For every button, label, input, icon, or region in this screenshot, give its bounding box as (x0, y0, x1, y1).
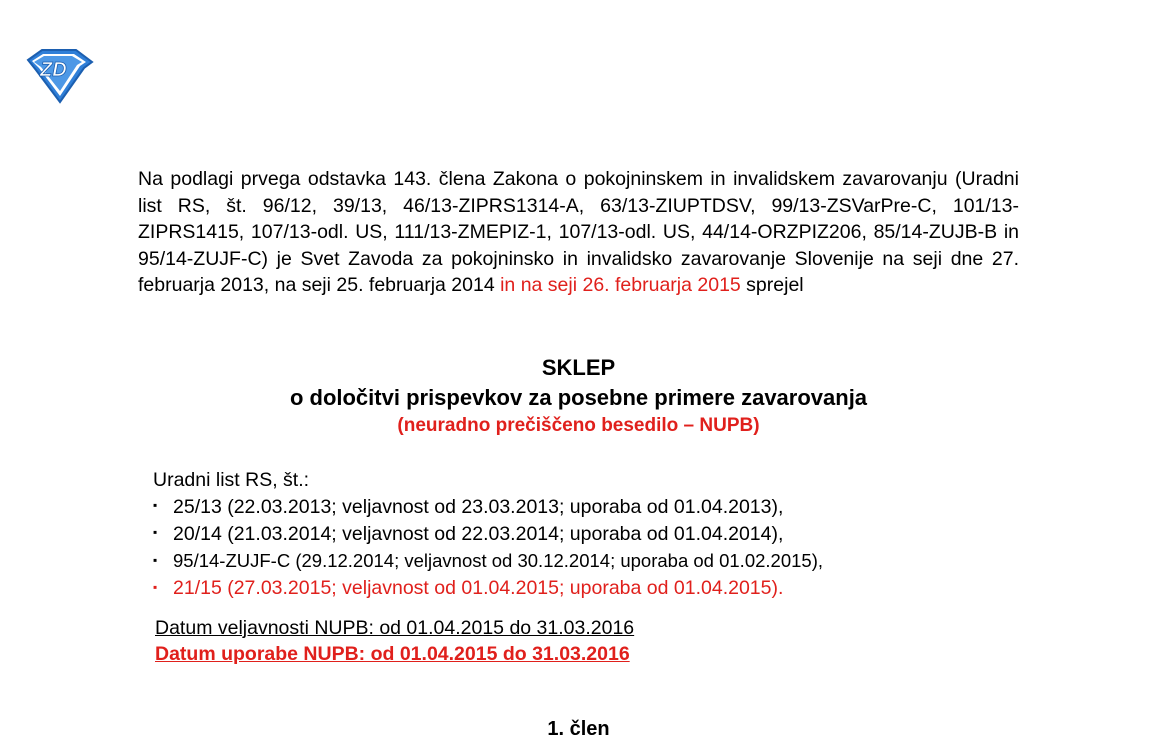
intro-paragraph (138, 166, 1019, 299)
gazette-references (153, 467, 823, 602)
gazette-list (153, 494, 823, 603)
document-title-block (138, 353, 1019, 439)
gazette-item-text: 21/15 (27.03.2015; veljavnost od 01.04.2015; uporaba od 01.04.2015). (173, 577, 784, 600)
svg-text:ZD: ZD (40, 59, 67, 81)
intro-text-end: sprejel (740, 274, 804, 296)
gazette-list-item (153, 575, 823, 602)
gazette-list-item (153, 494, 823, 521)
validity-date-line: Datum veljavnosti NUPB: od 01.04.2015 do 31.03.2016 (155, 617, 635, 639)
gazette-item-text: 20/14 (21.03.2014; veljavnost od 22.03.2014; uporaba od 01.04.2014), (173, 522, 784, 545)
zpiz-shield-logo-icon (22, 46, 96, 104)
gazette-heading: Uradni list RS, št.: (153, 469, 310, 491)
bullet-icon: ▪ (153, 498, 158, 513)
validity-dates (155, 615, 634, 667)
gazette-list-item (153, 548, 823, 575)
document-subtitle: o določitvi prispevkov za posebne primere zavarovanja (289, 385, 868, 410)
intro-text-amendment: in na seji 26. februarja 2015 (500, 274, 741, 296)
bullet-icon: ▪ (153, 525, 158, 540)
article-heading: 1. člen (547, 718, 610, 740)
gazette-item-text: 25/13 (22.03.2013; veljavnost od 23.03.2013; uporaba od 01.04.2013), (173, 495, 784, 518)
gazette-list-item (153, 521, 823, 548)
document-title: SKLEP (541, 355, 616, 380)
document-consolidation-note: (neuradno prečiščeno besedilo – NUPB) (397, 415, 760, 436)
bullet-icon: ▪ (153, 552, 158, 567)
intro-text: Na podlagi prvega odstavka 143. člena Zakona o pokojninskem in invalidskem zavarovanju (Uradni list RS, št. 96/12, 39/13, 46/13-ZIPRS1314-A, 63/13-ZIUPTDSV, 99/13-ZSVarPre-C, 101/13-ZIPRS1415, 107/13-odl. US, 111/13-ZMEPIZ-1, 107/13-odl. US, 44/14-ORZPIZ206, 85/14-ZUJB-B in 95/14-ZUJF-C) je Svet Zavoda za pokojninsko in invalidsko zavarovanje Slovenije na seji dne 27. februarja 2013, na seji 25. februarja 2014 (138, 168, 1019, 296)
gazette-item-text: 95/14-ZUJF-C (29.12.2014; veljavnost od 30.12.2014; uporaba od 01.02.2015), (173, 549, 823, 571)
bullet-icon: ▪ (153, 579, 158, 594)
application-date-line: Datum uporabe NUPB: od 01.04.2015 do 31.03.2016 (155, 643, 630, 665)
zpiz-logo (22, 46, 96, 104)
